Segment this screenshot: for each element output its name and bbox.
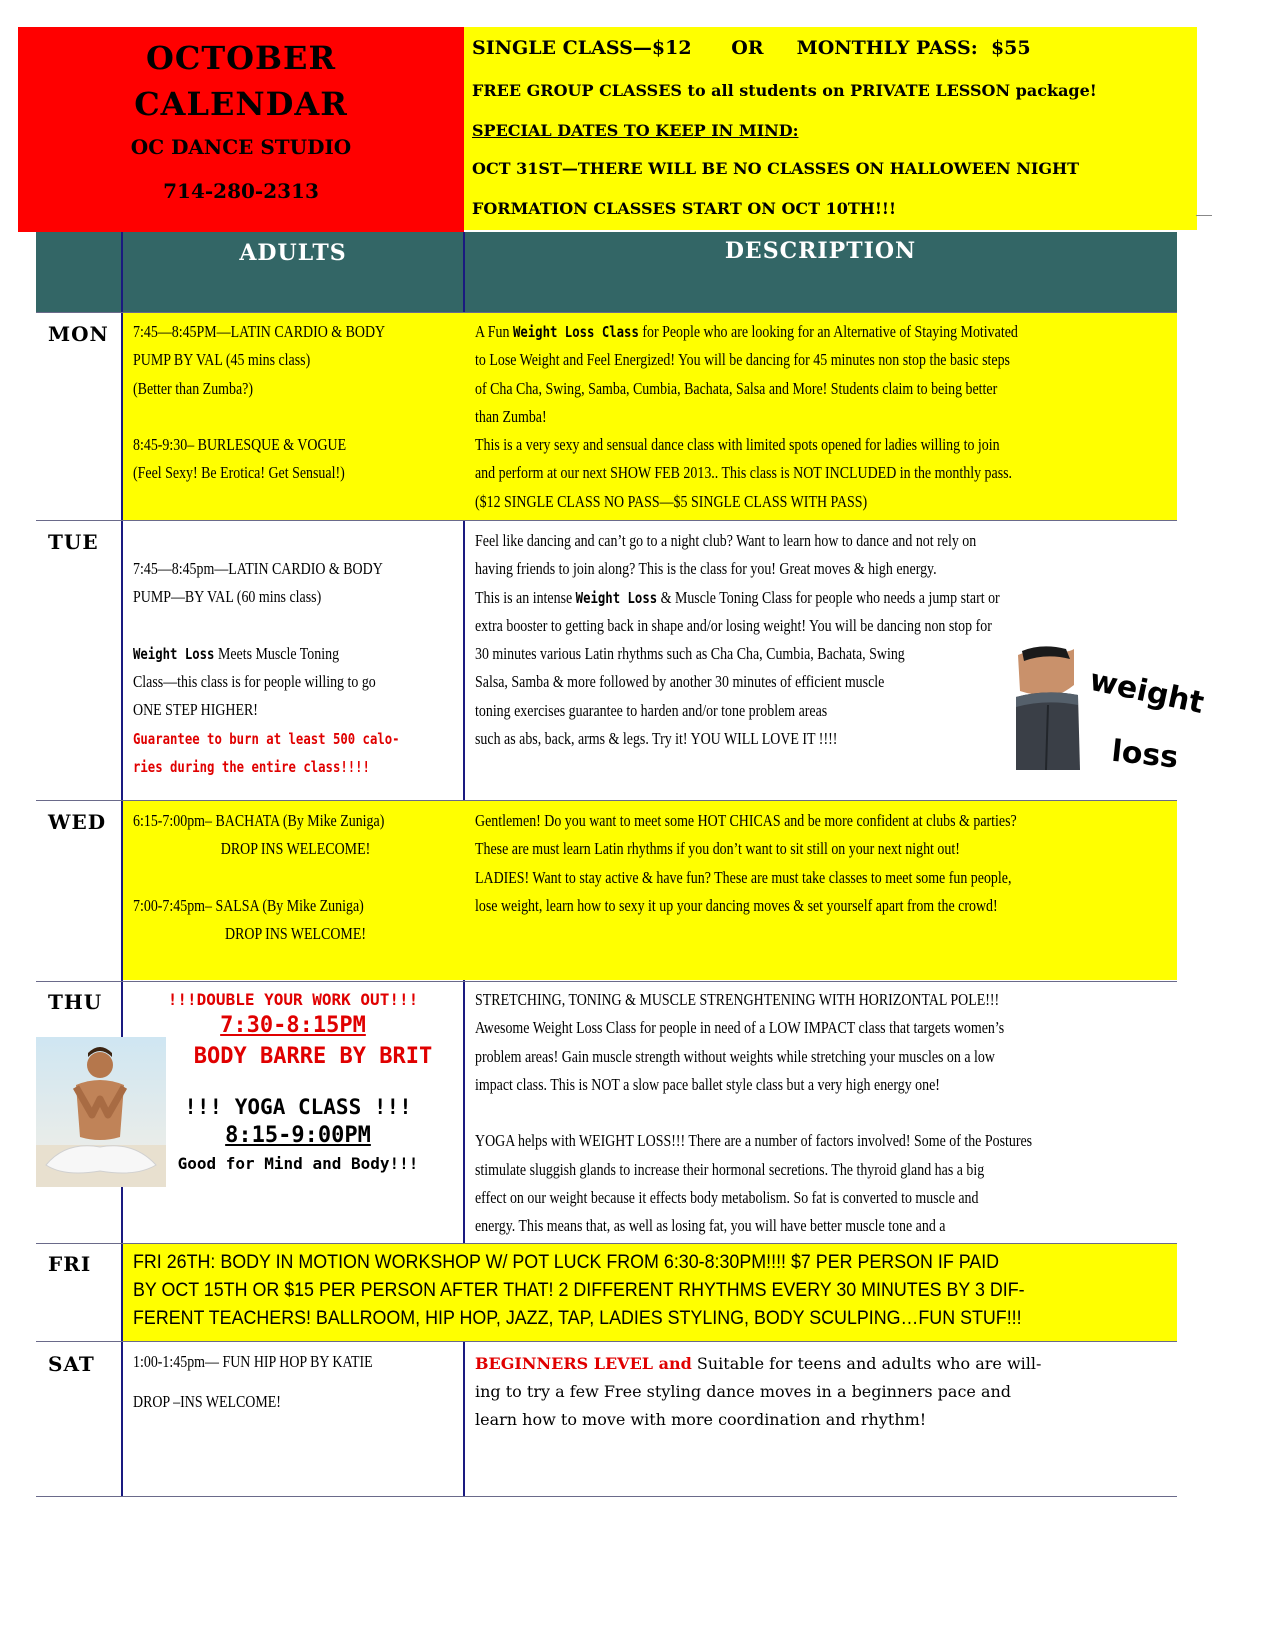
row-divider (36, 520, 1177, 521)
text: ing to try a few Free styling dance moves in a beginners pace and (475, 1382, 1012, 1401)
column-header-description: DESCRIPTION (724, 238, 917, 264)
text: A Fun (475, 322, 513, 341)
row-divider (36, 800, 1177, 801)
special-dates-heading: SPECIAL DATES TO KEEP IN MIND: (472, 121, 799, 140)
wed-class2-time: 7:00-7:45pm– SALSA (By Mike Zuniga) (133, 895, 364, 915)
text: learn how to move with more coordination and rhythm! (475, 1410, 927, 1429)
text: Awesome Weight Loss Class for people in need of a LOW IMPACT class that targets women’s (475, 1018, 1005, 1038)
row-divider (36, 1243, 1177, 1244)
thu-adults-cell (123, 988, 463, 1173)
sat-description-cell (475, 1350, 1175, 1434)
barre-class-name: BODY BARRE BY BRIT (193, 1044, 433, 1069)
tue-class-time: 7:45—8:45pm—LATIN CARDIO & BODY (133, 559, 383, 578)
text: 30 minutes various Latin rhythms such as Cha Cha, Cumbia, Bachata, Swing (475, 644, 905, 664)
day-label-tue: TUE (48, 530, 99, 554)
double-workout-heading: !!!DOUBLE YOUR WORK OUT!!! (167, 990, 419, 1009)
fri-workshop-cell (133, 1249, 1177, 1333)
mon-class-name: PUMP BY VAL (45 mins class) (133, 350, 311, 370)
day-label-thu: THU (48, 990, 103, 1014)
text: Class—this class is for people willing to go (133, 672, 376, 692)
day-label-mon: MON (48, 322, 109, 346)
weight-loss-image (1016, 645, 1207, 776)
mon-class2-time: 8:45-9:30– BURLESQUE & VOGUE (133, 435, 347, 455)
header-title-block (18, 27, 464, 232)
text: Salsa, Samba & more followed by another 30 minutes of efficient muscle (475, 672, 885, 692)
yoga-time: 8:15-9:00PM (225, 1123, 371, 1148)
row-divider (36, 312, 1177, 313)
text: having friends to join along? This is the class for you! Great moves & high energy. (475, 559, 937, 579)
text: problem areas! Gain muscle strength without weights while stretching your muscles on a low (475, 1046, 995, 1066)
text-bold: Weight Loss (133, 644, 215, 663)
text: Meets Muscle Toning (214, 643, 340, 663)
mon-class2-note: (Feel Sexy! Be Erotica! Get Sensual!) (133, 463, 345, 483)
sat-adults-cell (133, 1348, 458, 1417)
formation-notice: FORMATION CLASSES START ON OCT 10TH!!! (472, 199, 896, 218)
tue-adults-cell (133, 555, 458, 781)
mon-description-cell (475, 318, 1175, 516)
free-classes-text: FREE GROUP CLASSES to all students on PRIVATE LESSON package! (472, 81, 1097, 100)
text: than Zumba! (475, 406, 547, 426)
text: lose weight, learn how to sexy it up your dancing moves & set yourself apart from the crowd! (475, 895, 998, 915)
row-divider (36, 1341, 1177, 1342)
text: ($12 SINGLE CLASS NO PASS—$5 SINGLE CLASS WITH PASS) (475, 491, 868, 511)
text: YOGA helps with WEIGHT LOSS!!! There are a number of factors involved! Some of the Postures (475, 1131, 1033, 1151)
wed-description-cell (475, 807, 1175, 920)
text: These are must learn Latin rhythms if you don’t want to sit still on your next night out! (475, 839, 960, 859)
text-bold: Weight Loss (575, 588, 658, 607)
fri-line: FRI 26TH: BODY IN MOTION WORKSHOP W/ POT LUCK FROM 6:30-8:30PM!!!! $7 PER PERSON IF PAID (133, 1252, 1000, 1273)
wed-adults-cell (133, 807, 458, 948)
row-divider (36, 1496, 1177, 1497)
text: ONE STEP HIGHER! (133, 700, 258, 720)
header-info-block (464, 27, 1197, 230)
text: and perform at our next SHOW FEB 2013.. This class is NOT INCLUDED in the monthly pass. (475, 463, 1013, 483)
divider (1196, 215, 1212, 216)
barre-time: 7:30-8:15PM (220, 1013, 366, 1038)
wed-dropin-note: DROP INS WELCOME! (225, 924, 366, 944)
text: stimulate sluggish glands to increase their hormonal secretions. The thyroid gland has a big (475, 1159, 985, 1179)
beginners-level-label: BEGINNERS LEVEL and (475, 1354, 692, 1373)
loss-text: loss (1109, 733, 1180, 776)
thu-description-cell (475, 986, 1175, 1241)
text: Feel like dancing and can’t go to a night club? Want to learn how to dance and not rely on (475, 531, 977, 550)
text: Suitable for teens and adults who are will- (691, 1354, 1042, 1373)
title-month: OCTOBER (145, 39, 337, 77)
text-bold: Weight Loss Class (512, 323, 639, 341)
fri-line: FERENT TEACHERS! BALLROOM, HIP HOP, JAZZ, TAP, LADIES STYLING, BODY SCULPING…FUN STUF!!! (133, 1308, 1022, 1329)
mon-class-time: 7:45—8:45PM—LATIN CARDIO & BODY (133, 322, 386, 341)
fri-line: BY OCT 15TH OR $15 PER PERSON AFTER THAT! 2 DIFFERENT RHYTHMS EVERY 30 MINUTES BY 3 DIF- (133, 1280, 1025, 1301)
calorie-guarantee: ries during the entire class!!!! (133, 758, 370, 777)
text: impact class. This is NOT a slow pace ballet style class but a very high energy one! (475, 1074, 940, 1094)
text: effect on our weight because it effects body metabolism. So fat is converted to muscle and (475, 1188, 979, 1208)
text: LADIES! Want to stay active & have fun? These are must take classes to meet some fun people, (475, 867, 1012, 887)
wed-class-time: 6:15-7:00pm– BACHATA (By Mike Zuniga) (133, 811, 385, 830)
sat-dropin-note: DROP –INS WELCOME! (133, 1392, 281, 1412)
calorie-guarantee: Guarantee to burn at least 500 calo- (133, 729, 400, 748)
text: STRETCHING, TONING & MUSCLE STRENGHTENING WITH HORIZONTAL POLE!!! (475, 990, 1000, 1009)
yoga-note: Good for Mind and Body!!! (177, 1154, 419, 1173)
studio-name: OC DANCE STUDIO (130, 135, 352, 159)
text: Gentlemen! Do you want to meet some HOT CHICAS and be more confident at clubs & parties? (475, 811, 1017, 830)
text: such as abs, back, arms & legs. Try it! YOU WILL LOVE IT !!!! (475, 729, 838, 749)
text: to Lose Weight and Feel Energized! You will be dancing for 45 minutes non stop the basic steps (475, 350, 1010, 370)
text: of Cha Cha, Swing, Samba, Cumbia, Bachata, Salsa and More! Students claim to being better (475, 378, 998, 398)
column-header-adults: ADULTS (239, 240, 347, 266)
day-label-fri: FRI (48, 1252, 92, 1276)
mon-class-note: (Better than Zumba?) (133, 378, 253, 398)
text: toning exercises guarantee to harden and/or tone problem areas (475, 700, 828, 720)
tue-class-name: PUMP—BY VAL (60 mins class) (133, 587, 322, 607)
oct31-notice: OCT 31ST—THERE WILL BE NO CLASSES ON HALLOWEEN NIGHT (472, 159, 1080, 178)
title-calendar: CALENDAR (134, 85, 348, 123)
day-label-sat: SAT (48, 1352, 95, 1376)
text: & Muscle Toning Class for people who needs a jump start or (657, 587, 1000, 607)
text: This is an intense (475, 587, 576, 607)
day-label-wed: WED (48, 810, 107, 834)
text: energy. This means that, as well as losing fat, you will have better muscle tone and a (475, 1216, 946, 1236)
pricing-text: SINGLE CLASS—$12 OR MONTHLY PASS: $55 (472, 37, 1031, 59)
text: This is a very sexy and sensual dance class with limited spots opened for ladies willing to join (475, 435, 1000, 455)
yoga-pose-image (36, 1037, 166, 1187)
text: for People who are looking for an Alternative of Staying Motivated (638, 322, 1018, 341)
yoga-heading: !!! YOGA CLASS !!! (184, 1095, 412, 1119)
text: extra booster to getting back in shape and/or losing weight! You will be dancing non stop for (475, 615, 992, 635)
weight-text: weight (1086, 662, 1207, 722)
sat-class-time: 1:00-1:45pm— FUN HIP HOP BY KATIE (133, 1352, 373, 1371)
row-divider (36, 981, 1177, 982)
studio-phone: 714-280-2313 (163, 179, 319, 203)
wed-dropin-note: DROP INS WELECOME! (220, 839, 371, 859)
mon-adults-cell (133, 318, 458, 488)
